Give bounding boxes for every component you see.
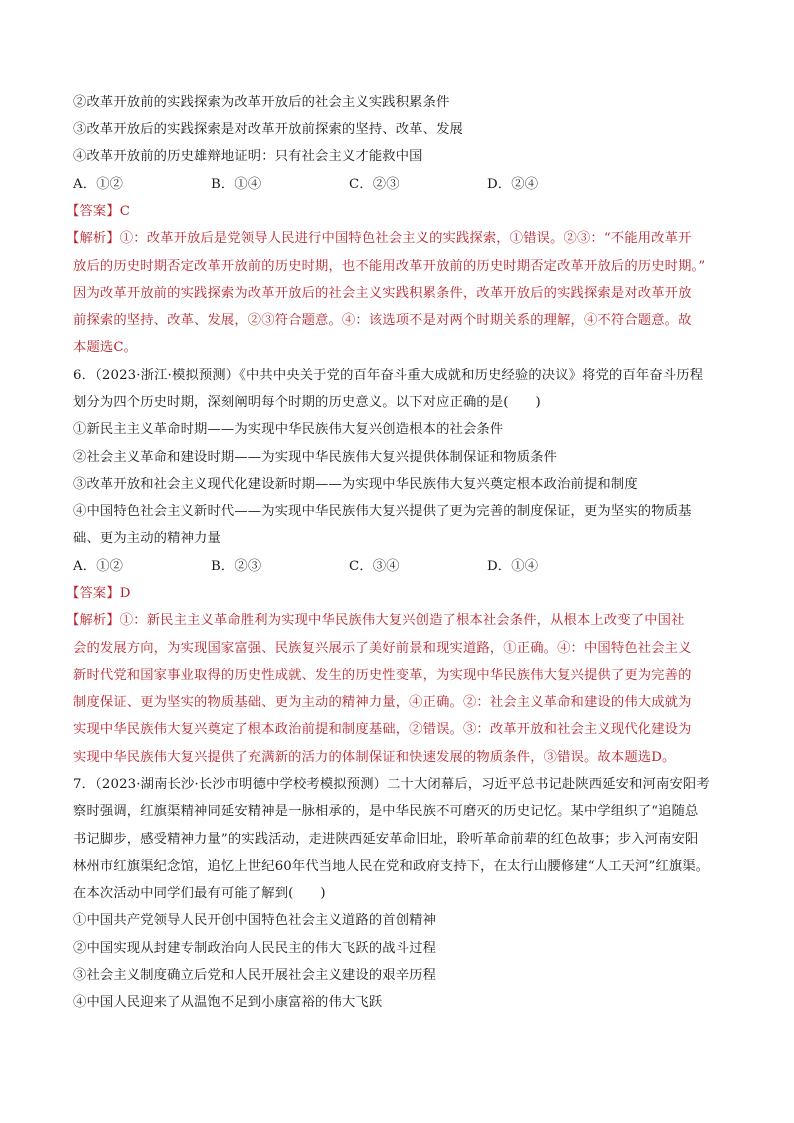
q6-analysis-line — [66, 612, 726, 630]
q5-analysis-line: 放后的历史时期否定改革开放前的历史时期，也不能用改革开放前的历史时期否定改革开放后的历史时期。” — [73, 259, 706, 274]
option-a: A．①② — [73, 559, 124, 574]
q5-analysis-line: 因为改革开放前的实践探索为改革开放后的社会主义实践积累条件，改革开放后的实践探索是对改革开放 — [73, 286, 692, 301]
q7-stem: 7．（2023·湖南长沙·长沙市明德中学校考模拟预测）二十大闭幕后，习近平总书记赴陕西延安和河南安阳考 — [73, 777, 710, 792]
analysis-text: ①：改革开放后是党领导人民进行中国特色社会主义的实践探索，①错误。②③：“不能用改革开 — [119, 231, 692, 246]
q7-stem: 在本次活动中同学们最有可能了解到( ) — [73, 886, 326, 901]
q7-item: ④中国人民迎来了从温饱不足到小康富裕的伟大飞跃 — [73, 995, 383, 1010]
q6-options — [73, 558, 733, 576]
q6-item: ①新民主主义革命时期——为实现中华民族伟大复兴创造根本的社会条件 — [73, 422, 504, 437]
q7-stem: 林州市红旗渠纪念馆，追忆上世纪60年代当地人民在党和政府支持下，在太行山腰修建“人工天河”红旗渠。 — [73, 859, 710, 874]
q5-item: ③改革开放后的实践探索是对改革开放前探索的坚持、改革、发展 — [73, 122, 463, 137]
q5-analysis-line: 本题选C。 — [73, 340, 138, 355]
q6-item: ④中国特色社会主义新时代——为实现中华民族伟大复兴提供了更为完善的制度保证，更为坚实的物质基 — [73, 504, 692, 519]
q6-stem: 划分为四个历史时期，深刻阐明每个时期的历史意义。以下对应正确的是( ) — [73, 395, 541, 410]
q6-analysis-line: 实现中华民族伟大复兴奠定了根本政治前提和制度基础，②错误。③：改革开放和社会主义现代化建设为 — [73, 722, 692, 737]
q7-item: ②中国实现从封建专制政治向人民民主的伟大飞跃的战斗过程 — [73, 941, 437, 956]
q6-item: ③改革开放和社会主义现代化建设新时期——为实现中华民族伟大复兴奠定根本政治前提和制度 — [73, 477, 638, 492]
q5-item: ④改革开放前的历史雄辩地证明：只有社会主义才能救中国 — [73, 149, 423, 164]
answer-label: 【答案】 — [66, 204, 120, 219]
analysis-label: 【解析】 — [66, 613, 120, 628]
q5-answer — [66, 203, 726, 221]
q7-stem: 察时强调，红旗渠精神同延安精神是一脉相承的，是中华民族不可磨灭的历史记忆。某中学组织了“追随总 — [73, 804, 699, 819]
analysis-text: ①：新民主主义革命胜利为实现中华民族伟大复兴创造了根本社会条件，从根本上改变了中国社 — [119, 613, 685, 628]
answer-value: D — [119, 586, 131, 601]
answer-label: 【答案】 — [66, 586, 120, 601]
analysis-label: 【解析】 — [66, 231, 120, 246]
q6-stem: 6．（2023·浙江·模拟预测）《中共中央关于党的百年奋斗重大成就和历史经验的决议》将党的百年奋斗历程 — [73, 368, 704, 383]
option-a: A．①② — [73, 177, 124, 192]
q7-item: ③社会主义制度确立后党和人民开展社会主义建设的艰辛历程 — [73, 968, 437, 983]
option-c: C．③④ — [349, 559, 400, 574]
q5-analysis-line — [66, 230, 726, 248]
option-c: C．②③ — [349, 177, 400, 192]
answer-value: C — [119, 204, 131, 219]
q6-item: 础、更为主动的精神力量 — [73, 531, 221, 546]
q5-options — [73, 176, 733, 194]
q6-answer — [66, 585, 726, 603]
q6-analysis-line: 会的发展方向，为实现国家富强、民族复兴展示了美好前景和现实道路，①正确。④：中国特色社会主义 — [73, 641, 692, 656]
q6-analysis-line: 制度保证、更为坚实的物质基础、更为主动的精神力量，④正确。②：社会主义革命和建设的伟大成就为 — [73, 695, 692, 710]
q6-analysis-line: 实现中华民族伟大复兴提供了充满新的活力的体制保证和快速发展的物质条件，③错误。故本题选D。 — [73, 750, 676, 765]
q6-analysis-line: 新时代党和国家事业取得的历史性成就、发生的历史性变革，为实现中华民族伟大复兴提供了更为完善的 — [73, 668, 692, 683]
option-b: B．①④ — [211, 177, 262, 192]
q7-item: ①中国共产党领导人民开创中国特色社会主义道路的首创精神 — [73, 913, 437, 928]
q7-stem: 书记脚步，感受精神力量”的实践活动，走进陕西延安革命旧址，聆听革命前辈的红色故事；步入河南安阳 — [73, 832, 699, 847]
option-d: D．①④ — [487, 559, 539, 574]
option-b: B．②③ — [211, 559, 262, 574]
q5-analysis-line: 前探索的坚持、改革、发展，②③符合题意。④：该选项不是对两个时期关系的理解，④不符合题意。故 — [73, 313, 692, 328]
option-d: D．②④ — [487, 177, 539, 192]
q6-item: ②社会主义革命和建设时期——为实现中华民族伟大复兴提供体制保证和物质条件 — [73, 450, 558, 465]
q5-item: ②改革开放前的实践探索为改革开放后的社会主义实践积累条件 — [73, 95, 450, 110]
